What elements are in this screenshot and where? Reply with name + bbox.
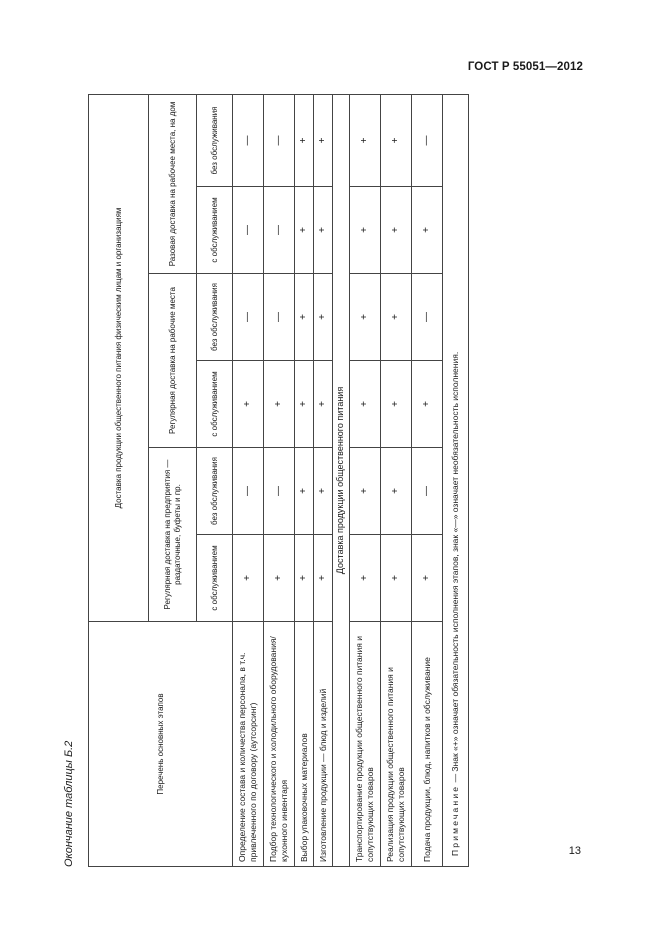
sub-header-with-service: с обслуживанием: [197, 361, 233, 448]
mark-cell: +: [381, 448, 412, 535]
table-row: [412, 94, 443, 866]
mark-cell: +: [264, 535, 295, 622]
table-row: [233, 94, 264, 866]
mark-cell: +: [412, 187, 443, 274]
mark-cell: +: [314, 361, 333, 448]
stage-label: Подача продукции, блюд, напитков и обслуживание: [412, 622, 443, 867]
mark-cell: +: [264, 361, 295, 448]
stage-label: Изготовление продукции — блюд и изделий: [314, 622, 333, 867]
mark-cell: +: [350, 94, 381, 186]
table-note: [443, 94, 469, 866]
mark-cell: +: [350, 448, 381, 535]
stage-label: Реализация продукции общественного питания и сопутствующих товаров: [381, 622, 412, 867]
sub-header-with-service: с обслуживанием: [197, 535, 233, 622]
mark-cell: —: [233, 274, 264, 361]
mark-cell: +: [314, 535, 333, 622]
mark-cell: +: [412, 361, 443, 448]
note-text: — Знак «+» означает обязательность исполнения этапов, знак «—» означает необязательность исполнения.: [450, 351, 461, 785]
mark-cell: +: [295, 448, 314, 535]
stage-list-header: Перечень основных этапов: [89, 622, 233, 867]
mark-cell: +: [314, 94, 333, 186]
mark-cell: —: [412, 274, 443, 361]
sub-header-with-service: с обслуживанием: [197, 187, 233, 274]
mark-cell: +: [350, 361, 381, 448]
mark-cell: +: [295, 94, 314, 186]
rotated-table-block: [63, 95, 461, 867]
mark-cell: +: [314, 187, 333, 274]
sub-header-without-service: без обслуживания: [197, 448, 233, 535]
mark-cell: +: [295, 535, 314, 622]
sub-header-without-service: без обслуживания: [197, 94, 233, 186]
mark-cell: +: [350, 274, 381, 361]
mark-cell: +: [381, 274, 412, 361]
mark-cell: +: [381, 187, 412, 274]
mark-cell: —: [233, 94, 264, 186]
sub-header-without-service: без обслуживания: [197, 274, 233, 361]
mark-cell: +: [381, 535, 412, 622]
standard-number: ГОСТ Р 55051—2012: [467, 61, 583, 73]
stage-label: Подбор технологического и холодильного оборудования/кухонного инвентаря: [264, 622, 295, 867]
group-header-enterprise: Регулярная доставка на предприятия — раздаточные, буфеты и пр.: [149, 448, 197, 622]
header-row-top: [89, 94, 149, 866]
mark-cell: +: [350, 187, 381, 274]
mark-cell: +: [350, 535, 381, 622]
mark-cell: —: [264, 448, 295, 535]
table-row: [350, 94, 381, 866]
delivery-stages-table: [88, 94, 469, 867]
mark-cell: +: [381, 94, 412, 186]
table-caption: Окончание таблицы Б.2: [63, 740, 75, 867]
mark-cell: +: [295, 187, 314, 274]
mark-cell: +: [295, 274, 314, 361]
table-row: [314, 94, 333, 866]
mark-cell: —: [412, 94, 443, 186]
mark-cell: —: [264, 274, 295, 361]
mark-cell: +: [314, 274, 333, 361]
mark-cell: +: [412, 535, 443, 622]
table-row: [295, 94, 314, 866]
mark-cell: +: [295, 361, 314, 448]
mark-cell: +: [233, 535, 264, 622]
mark-cell: +: [314, 448, 333, 535]
table-row: [264, 94, 295, 866]
top-header: Доставка продукции общественного питания физическим лицам и организациям: [89, 94, 149, 621]
mark-cell: +: [381, 361, 412, 448]
table-row: [381, 94, 412, 866]
section-row: [333, 94, 350, 866]
group-header-one-time: Разовая доставка на рабочее места, на дом: [149, 94, 197, 273]
stage-label: Транспортирование продукции общественного питания и сопутствующих товаров: [350, 622, 381, 867]
note-word: Примечание: [450, 784, 461, 856]
mark-cell: —: [233, 448, 264, 535]
page-number: 13: [568, 845, 581, 857]
mark-cell: —: [264, 187, 295, 274]
stage-label: Определение состава и количества персонала, в т.ч. привлеченного по договору (аутсорсинг): [233, 622, 264, 867]
group-header-workplaces: Регулярная доставка на рабочие места: [149, 274, 197, 448]
mark-cell: —: [264, 94, 295, 186]
stage-label: Выбор упаковочных материалов: [295, 622, 314, 867]
mark-cell: —: [233, 187, 264, 274]
mark-cell: —: [412, 448, 443, 535]
mark-cell: +: [233, 361, 264, 448]
note-row: [443, 94, 469, 866]
section-heading: Доставка продукции общественного питания: [333, 94, 350, 866]
